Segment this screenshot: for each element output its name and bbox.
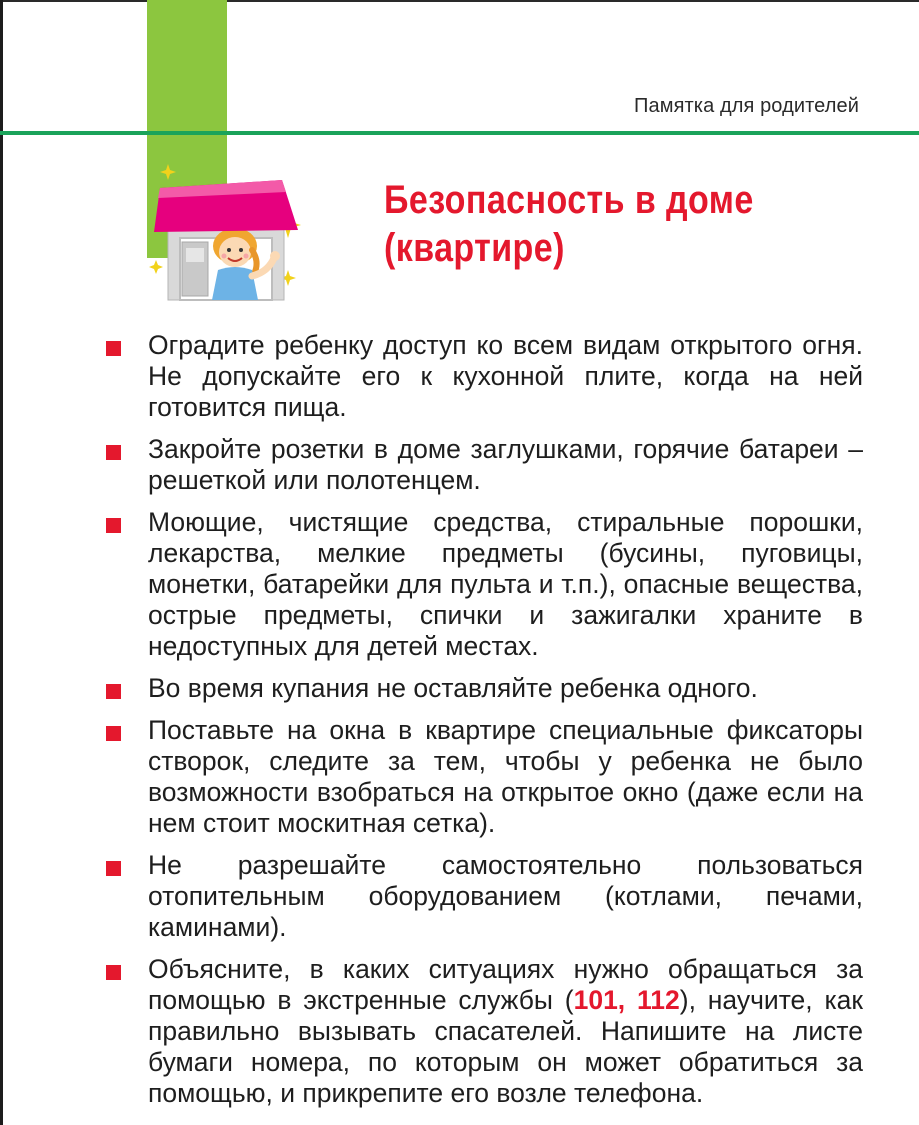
page-title bbox=[384, 176, 754, 272]
memo-label: Памятка для родителей bbox=[634, 95, 859, 117]
list-item bbox=[103, 673, 863, 704]
list-item-text-after: ), научите, как правильно вызывать спасателей. Напишите на листе бумаги номера, по которым он может обратиться за помощью, и прикрепите его возле телефона. bbox=[148, 985, 863, 1108]
list-item bbox=[103, 434, 863, 496]
list-item bbox=[103, 715, 863, 839]
square-bullet-icon bbox=[106, 341, 121, 356]
square-bullet-icon bbox=[106, 445, 121, 460]
list-item-text: Закройте розетки в доме заглушками, горячие батареи – решеткой или полотенцем. bbox=[148, 434, 863, 495]
list-item-text: Оградите ребенку доступ ко всем видам открытого огня. Не допускайте его к кухонной плите, когда на ней готовится пища. bbox=[148, 330, 863, 422]
page-title-line-2: (квартире) bbox=[384, 226, 565, 270]
page-frame-top bbox=[0, 0, 919, 2]
page-title-line-1: Безопасность в доме bbox=[384, 178, 754, 222]
list-item bbox=[103, 330, 863, 423]
page-frame-left bbox=[0, 0, 3, 1125]
list-item bbox=[103, 954, 863, 1109]
square-bullet-icon bbox=[106, 965, 121, 980]
list-item-text: Во время купания не оставляйте ребенка одного. bbox=[148, 673, 758, 703]
list-item-text: Поставьте на окна в квартире специальные фиксаторы створок, следите за тем, чтобы у ребенка не было возможности взобраться на открытое окно (даже если на нем стоит москитная сетка). bbox=[148, 715, 863, 838]
list-item-text: Моющие, чистящие средства, стиральные порошки, лекарства, мелкие предметы (бусины, пуговицы, монетки, батарейки для пульта и т.п.), опасные вещества, острые предметы, спички и зажигалки храните в недоступных для детей местах. bbox=[148, 507, 863, 661]
list-item bbox=[103, 507, 863, 662]
list-item bbox=[103, 850, 863, 943]
square-bullet-icon bbox=[106, 861, 121, 876]
house-with-child-icon bbox=[140, 150, 315, 310]
list-item-text: Не разрешайте самостоятельно пользоваться отопительным оборудованием (котлами, печами, каминами). bbox=[148, 850, 863, 942]
list-item-text bbox=[148, 954, 863, 1109]
square-bullet-icon bbox=[106, 726, 121, 741]
square-bullet-icon bbox=[106, 518, 121, 533]
green-horizontal-rule bbox=[0, 131, 919, 135]
emergency-numbers: 101, 112 bbox=[573, 985, 680, 1015]
list-item-text-before: Объясните, в каких ситуациях нужно обращаться за помощью в экстренные службы ( bbox=[148, 954, 863, 1015]
square-bullet-icon bbox=[106, 684, 121, 699]
safety-tips-list bbox=[103, 330, 863, 1120]
